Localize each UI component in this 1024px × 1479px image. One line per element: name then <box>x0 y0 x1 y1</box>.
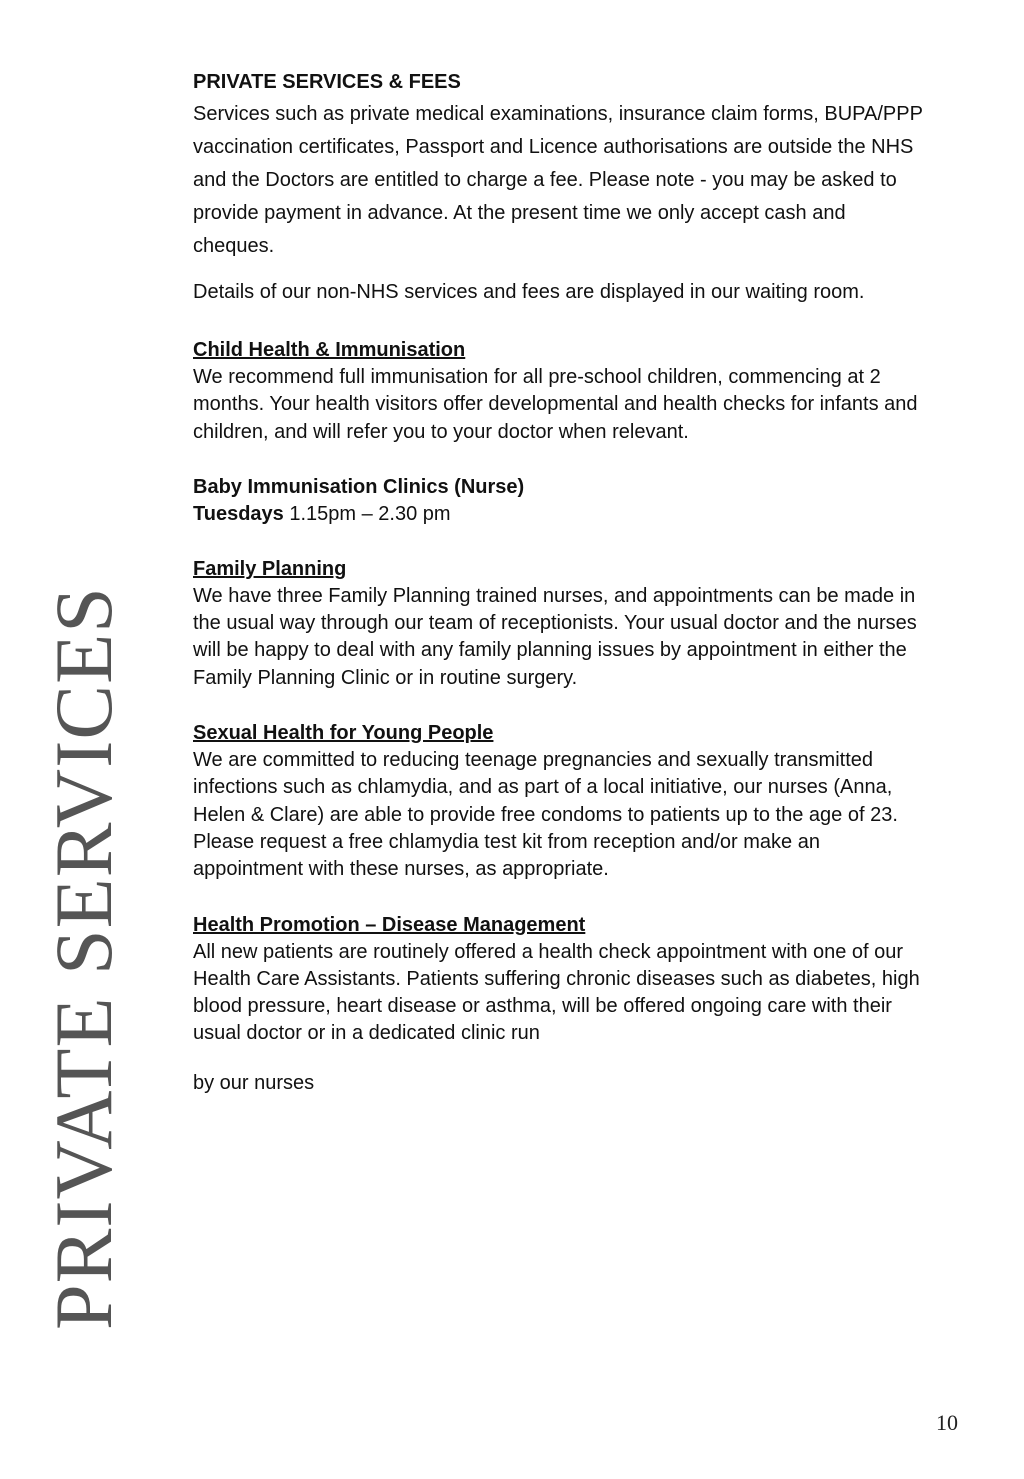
baby-clinic-heading: Baby Immunisation Clinics (Nurse) <box>193 475 525 498</box>
private-fees-paragraph: Services such as private medical examinations, insurance claim forms, BUPA/PPP vaccination certificates, Passport and Licence authorisations are outside the NHS and the Doctors are entitled to charge a fee. Please note - you may be asked to provide payment in advance. At the present time we only accept cash and cheques. <box>193 103 923 257</box>
baby-clinic-schedule <box>193 501 928 528</box>
private-fees-section <box>193 66 928 309</box>
vertical-section-title: PRIVATE SERVICES <box>38 586 129 1330</box>
baby-clinic-day: Tuesdays <box>193 502 284 525</box>
page-number: 10 <box>936 1410 958 1435</box>
family-planning-body: We have three Family Planning trained nurses, and appointments can be made in the usual way through our team of receptionists. Your usual doctor and the nurses will be happy to deal with any family planning issues by appointment in either the Family Planning Clinic or in routine surgery. <box>193 584 917 689</box>
family-planning-heading: Family Planning <box>193 557 347 580</box>
health-promotion-body: All new patients are routinely offered a health check appointment with one of our Health Care Assistants. Patients suffering chronic diseases such as diabetes, high blood pressure, heart disease or asthma, will be offered ongoing care with their usual doctor or in a dedicated clinic run <box>193 940 920 1045</box>
private-fees-paragraph: Details of our non-NHS services and fees are displayed in our waiting room. <box>193 281 865 303</box>
child-health-heading: Child Health & Immunisation <box>193 339 466 361</box>
family-planning-section <box>193 556 928 692</box>
baby-clinic-time: 1.15pm – 2.30 pm <box>289 502 451 525</box>
sexual-health-body: We are committed to reducing teenage pregnancies and sexually transmitted infections such as chlamydia, and as part of a local initiative, our nurses (Anna, Helen & Clare) are able to provide free condoms to patients up to the age of 23. Please request a free chlamydia test kit from reception and/or make an appointment with these nurses, as appropriate. <box>193 749 898 881</box>
baby-clinic-section <box>193 474 928 528</box>
child-health-body: We recommend full immunisation for all pre-school children, commencing at 2 months. Your health visitors offer developmental and health checks for infants and children, and will refer you to your doctor when relevant. <box>193 366 918 443</box>
health-promotion-section <box>193 912 928 1097</box>
sexual-health-heading: Sexual Health for Young People <box>193 722 494 745</box>
page-content <box>193 66 928 1117</box>
health-promotion-heading: Health Promotion – Disease Management <box>193 913 586 936</box>
private-fees-title: PRIVATE SERVICES & FEES <box>193 71 461 93</box>
health-promotion-trailing-text: by our nurses <box>193 1071 315 1094</box>
sexual-health-section <box>193 720 928 883</box>
child-health-section <box>193 337 928 446</box>
